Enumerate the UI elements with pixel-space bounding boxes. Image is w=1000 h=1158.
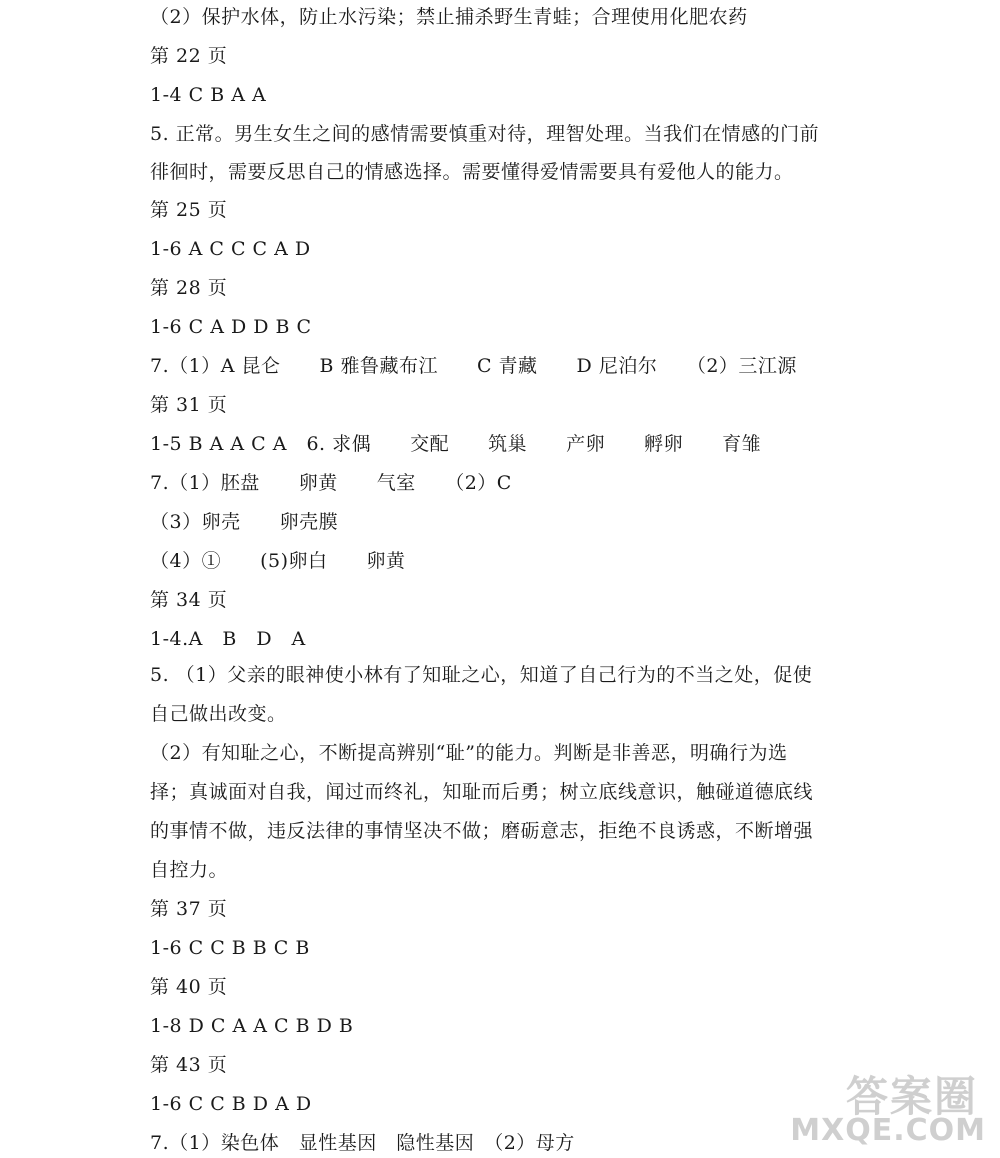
answer-line: 1-4 C B A A (150, 84, 267, 106)
page-heading: 第 31 页 (150, 394, 228, 416)
answer-line: 1-6 C A D D B C (150, 316, 312, 338)
answer-line: 1-6 C C B D A D (150, 1093, 312, 1115)
page-heading: 第 34 页 (150, 589, 228, 611)
answer-line: 1-8 D C A A C B D B (150, 1015, 354, 1037)
page-heading: 第 28 页 (150, 277, 228, 299)
answer-line: （2）有知耻之心，不断提高辨别“耻”的能力。判断是非善恶，明确行为选 (150, 742, 788, 764)
answer-line: 自己做出改变。 (150, 703, 287, 725)
answer-line: 1-6 C C B B C B (150, 937, 310, 959)
watermark-en: MXQE.COM (790, 1113, 986, 1148)
answer-line: 5. 正常。男生女生之间的感情需要慎重对待，理智处理。当我们在情感的门前 (150, 123, 820, 145)
answer-line: （2）保护水体，防止水污染；禁止捕杀野生青蛙；合理使用化肥农药 (150, 6, 748, 28)
answer-line: 的事情不做，违反法律的事情坚决不做；磨砺意志，拒绝不良诱惑，不断增强 (150, 820, 814, 842)
answer-line: 7.（1）胚盘 卵黄 气室 （2）C (150, 472, 512, 494)
page-heading: 第 40 页 (150, 976, 228, 998)
answer-line: 7.（1）染色体 显性基因 隐性基因 （2）母方 (150, 1132, 575, 1154)
answer-line: 1-5 B A A C A 6. 求偶 交配 筑巢 产卵 孵卵 育雏 (150, 433, 762, 455)
answer-line: 7.（1）A 昆仑 B 雅鲁藏布江 C 青藏 D 尼泊尔 （2）三江源 (150, 355, 797, 377)
page-heading: 第 22 页 (150, 45, 228, 67)
answer-line: （3）卵壳 卵壳膜 (150, 511, 339, 533)
answer-line: 1-6 A C C C A D (150, 238, 311, 260)
answer-line: 5. （1）父亲的眼神使小林有了知耻之心，知道了自己行为的不当之处，促使 (150, 664, 813, 686)
answer-line: 徘徊时，需要反思自己的情感选择。需要懂得爱情需要具有爱他人的能力。 (150, 161, 794, 183)
page-heading: 第 37 页 (150, 898, 228, 920)
watermark-logo (790, 1062, 986, 1152)
page-heading: 第 43 页 (150, 1054, 228, 1076)
answer-line: 自控力。 (150, 859, 229, 881)
watermark-cn: 答案圈 (845, 1072, 978, 1121)
answer-line: 1-4.A B D A (150, 628, 306, 650)
answer-line: 择；真诚面对自我，闻过而终礼，知耻而后勇；树立底线意识，触碰道德底线 (150, 781, 814, 803)
answer-line: （4）① (5)卵白 卵黄 (150, 550, 406, 572)
page-heading: 第 25 页 (150, 199, 228, 221)
